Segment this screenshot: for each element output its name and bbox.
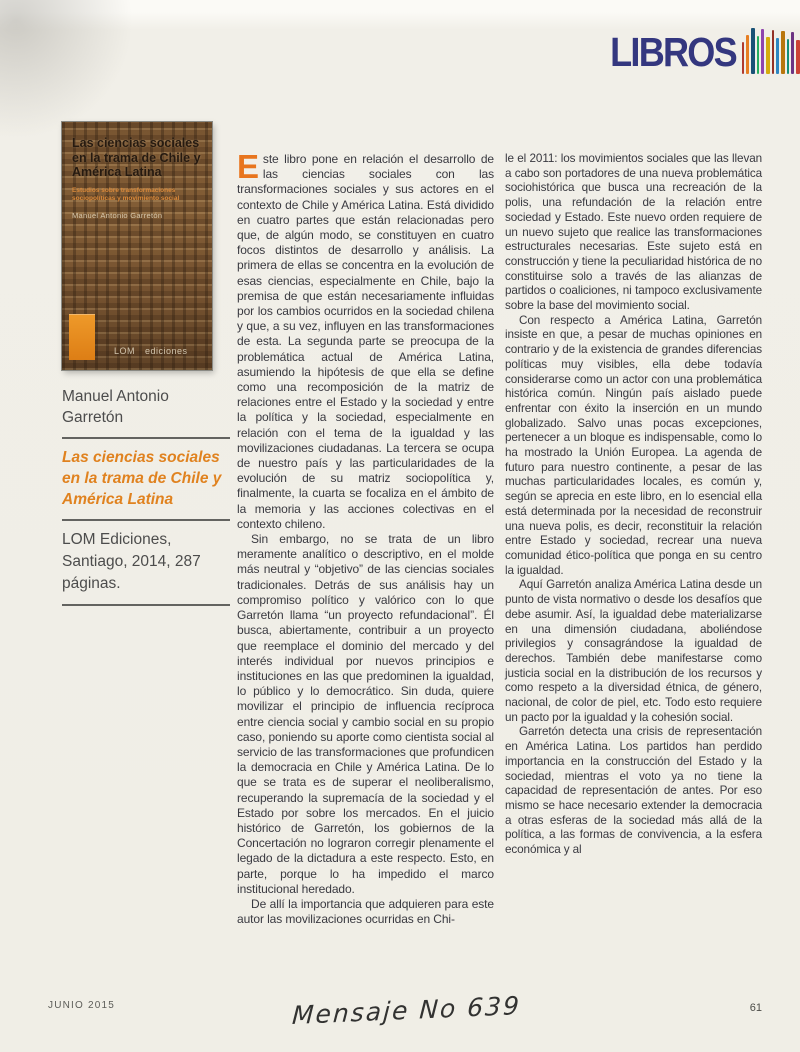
review-body [237, 152, 763, 1000]
lom-logo: LOM [114, 346, 136, 356]
book-spine-bar [742, 42, 744, 74]
section-header [593, 22, 800, 74]
paragraph: Aquí Garretón analiza América Latina desde un punto de vista normativo o desde los desafíos que debe asumir. Así, la igualdad debe materializarse en una dimensión ciudadana, aboliéndose privilegios y consagrándose la igualdad de derechos. También debe manifestarse como justicia social en la distribución de los recursos y como respeto a la diversidad étnica, de género, nacional, de color de piel, etc. Todo esto requiere un pacto por la igualdad y la cohesión social. [505, 578, 762, 724]
book-spine-bar [746, 35, 749, 74]
book-spine-bar [791, 32, 794, 74]
divider [62, 604, 230, 606]
book-spine-bar [776, 38, 779, 74]
book-cover-image [62, 122, 212, 370]
review-column-2 [505, 152, 762, 1000]
book-spines-icon [742, 28, 800, 74]
book-publisher: LOM Ediciones, Santiago, 2014, 287 páginas. [62, 531, 201, 592]
paragraph: Con respecto a América Latina, Garretón insiste en que, a pesar de muchas opiniones en contrario y de la existencia de grandes diferencias políticas muy visibles, ella debe todavía considerarse como un actor con una problemática histórica común. Ningún país aislado puede enfrentar con éxito la inserción en un mundo globalizado. Salvo unas pocas excepciones, pertenecer a un bloque es indispensable, como lo ha mostrado la Unión Europea. La agenda de futuro para nuestro continente, a pesar de las muchas particularidades locales, es común y, según se aprecia en este libro, en lo esencial ella está determinada por la necesidad de reconstruir una nueva polis, es decir, reconstituir la relación entre Estado y sociedad, recrear una nueva comunidad ético-política que ponga en su centro la igualdad. [505, 313, 762, 577]
cover-title: Las ciencias sociales en la trama de Chile y América Latina [72, 136, 201, 179]
cover-subtitle: Estudios sobre transformaciones sociopolíticas y movimiento social [72, 186, 180, 202]
cover-publisher-logos [114, 346, 188, 356]
book-meta-block [62, 386, 234, 614]
book-title: Las ciencias sociales en la trama de Chile y América Latina [62, 449, 222, 508]
handwritten-note: Mensaje No 639 [291, 990, 522, 1031]
book-spine-bar [796, 40, 800, 74]
paragraph: le el 2011: los movimientos sociales que las llevan a cabo son portadores de una nueva problemática sociohistórica que busca una recreación de la polis, una refundación de la relación entre sociedad y Estado. Este nuevo orden requiere de un nuevo sujeto que realice las transformaciones estructurales necesarias. Este sujeto está en construcción y tiene la peculiaridad histórica de no constituirse solo a través de las alianzas de partidos o coaliciones, ni tampoco exclusivamente sobre la base del movimiento social. [505, 152, 762, 313]
book-spine-bar [761, 29, 764, 74]
divider [62, 437, 230, 439]
book-spine-bar [766, 37, 770, 74]
cover-author: Manuel Antonio Garretón [72, 210, 163, 220]
book-spine-bar [787, 39, 789, 74]
drop-cap: E [237, 152, 259, 185]
book-spine-bar [757, 36, 759, 74]
review-column-1 [237, 152, 494, 1000]
paragraph: Garretón detecta una crisis de representación en América Latina. Los partidos han perdido importancia en la construcción del Estado y la sociedad, mientras el voto ya no tiene la capacidad de representación de antes. Por eso mismo se hace necesario extender la democracia a otras esferas de la sociedad más allá de la política, a las formas de convivencia, a la esfera económica y al [505, 725, 762, 857]
libros-section-logo: LIBROS [610, 29, 736, 75]
paragraph: Sin embargo, no se trata de un libro meramente analítico o descriptivo, en el molde más neutral y “objetivo” de las ciencias sociales tradicionales. Detrás de sus análisis hay un compromiso político y valórico con lo que Garretón llama “un proyecto refundacional”. Él busca, abiertamente, contribuir a un proyecto que reemplace el dominio del mercado y del interés individual por nuevos principios e instituciones en las que predominen la igualdad, lo público y lo democrático. Sin duda, quiere movilizar el principio de influencia recíproca entre ciencia social y cambio social en su propio caso, poniendo su aporte como cientista social al servicio de las transformaciones que profundicen la democracia en Chile y América Latina. De lo que se trata es de superar el neoliberalismo, recuperando la supremacía de la sociedad y el Estado por sobre los mercados. En el juicio histórico de Garretón, los gobiernos de la Concertación no lograron corregir plenamente el legado de la dictadura a este respecto. Esto, en parte, porque lo ha impedido el marco institucional heredado. [237, 532, 494, 896]
issue-date: JUNIO 2015 [48, 1000, 116, 1011]
book-spine-bar [772, 30, 774, 74]
page-number: 61 [749, 1002, 762, 1014]
paragraph: De allí la importancia que adquieren para este autor las movilizaciones ocurridas en Chi- [237, 896, 494, 927]
cover-orange-block [69, 314, 95, 360]
book-spine-bar [781, 31, 785, 74]
paragraph [237, 152, 494, 532]
divider [62, 519, 230, 521]
paragraph-text: ste libro pone en relación el desarrollo de las ciencias sociales con las transformaciones sociales y sus actores en el contexto de Chile y América Latina. Está dividido en cuatro partes que están relacionadas pero que, de algún modo, se constituyen en cuatro focos distintos de desarrollo y análisis. La primera de ellas se concentra en la evolución de esas ciencias, especialmente en Chile, bajo la premisa de que están necesariamente influidas por los cambios ocurridos en la sociedad chilena y que, a su vez, influyen en las transformaciones de esta. La segunda parte se preocupa de la problemática actual de América Latina, asumiendo la hipótesis de que ella se define como una recomposición de la matriz de relaciones entre el Estado y la sociedad y entre la política y la sociedad, especialmente en relación con el tema de la igualdad y las movilizaciones ciudadanas. La tercera se ocupa de nuestro país y las particularidades de la evolución de su matriz sociopolítica y, finalmente, la cuarta se focaliza en el ámbito de la memoria y las acciones colectivas en el contexto chileno. [237, 152, 494, 531]
book-spine-bar [751, 28, 755, 74]
book-author: Manuel Antonio Garretón [62, 388, 169, 426]
ediciones-logo: ediciones [145, 346, 188, 356]
